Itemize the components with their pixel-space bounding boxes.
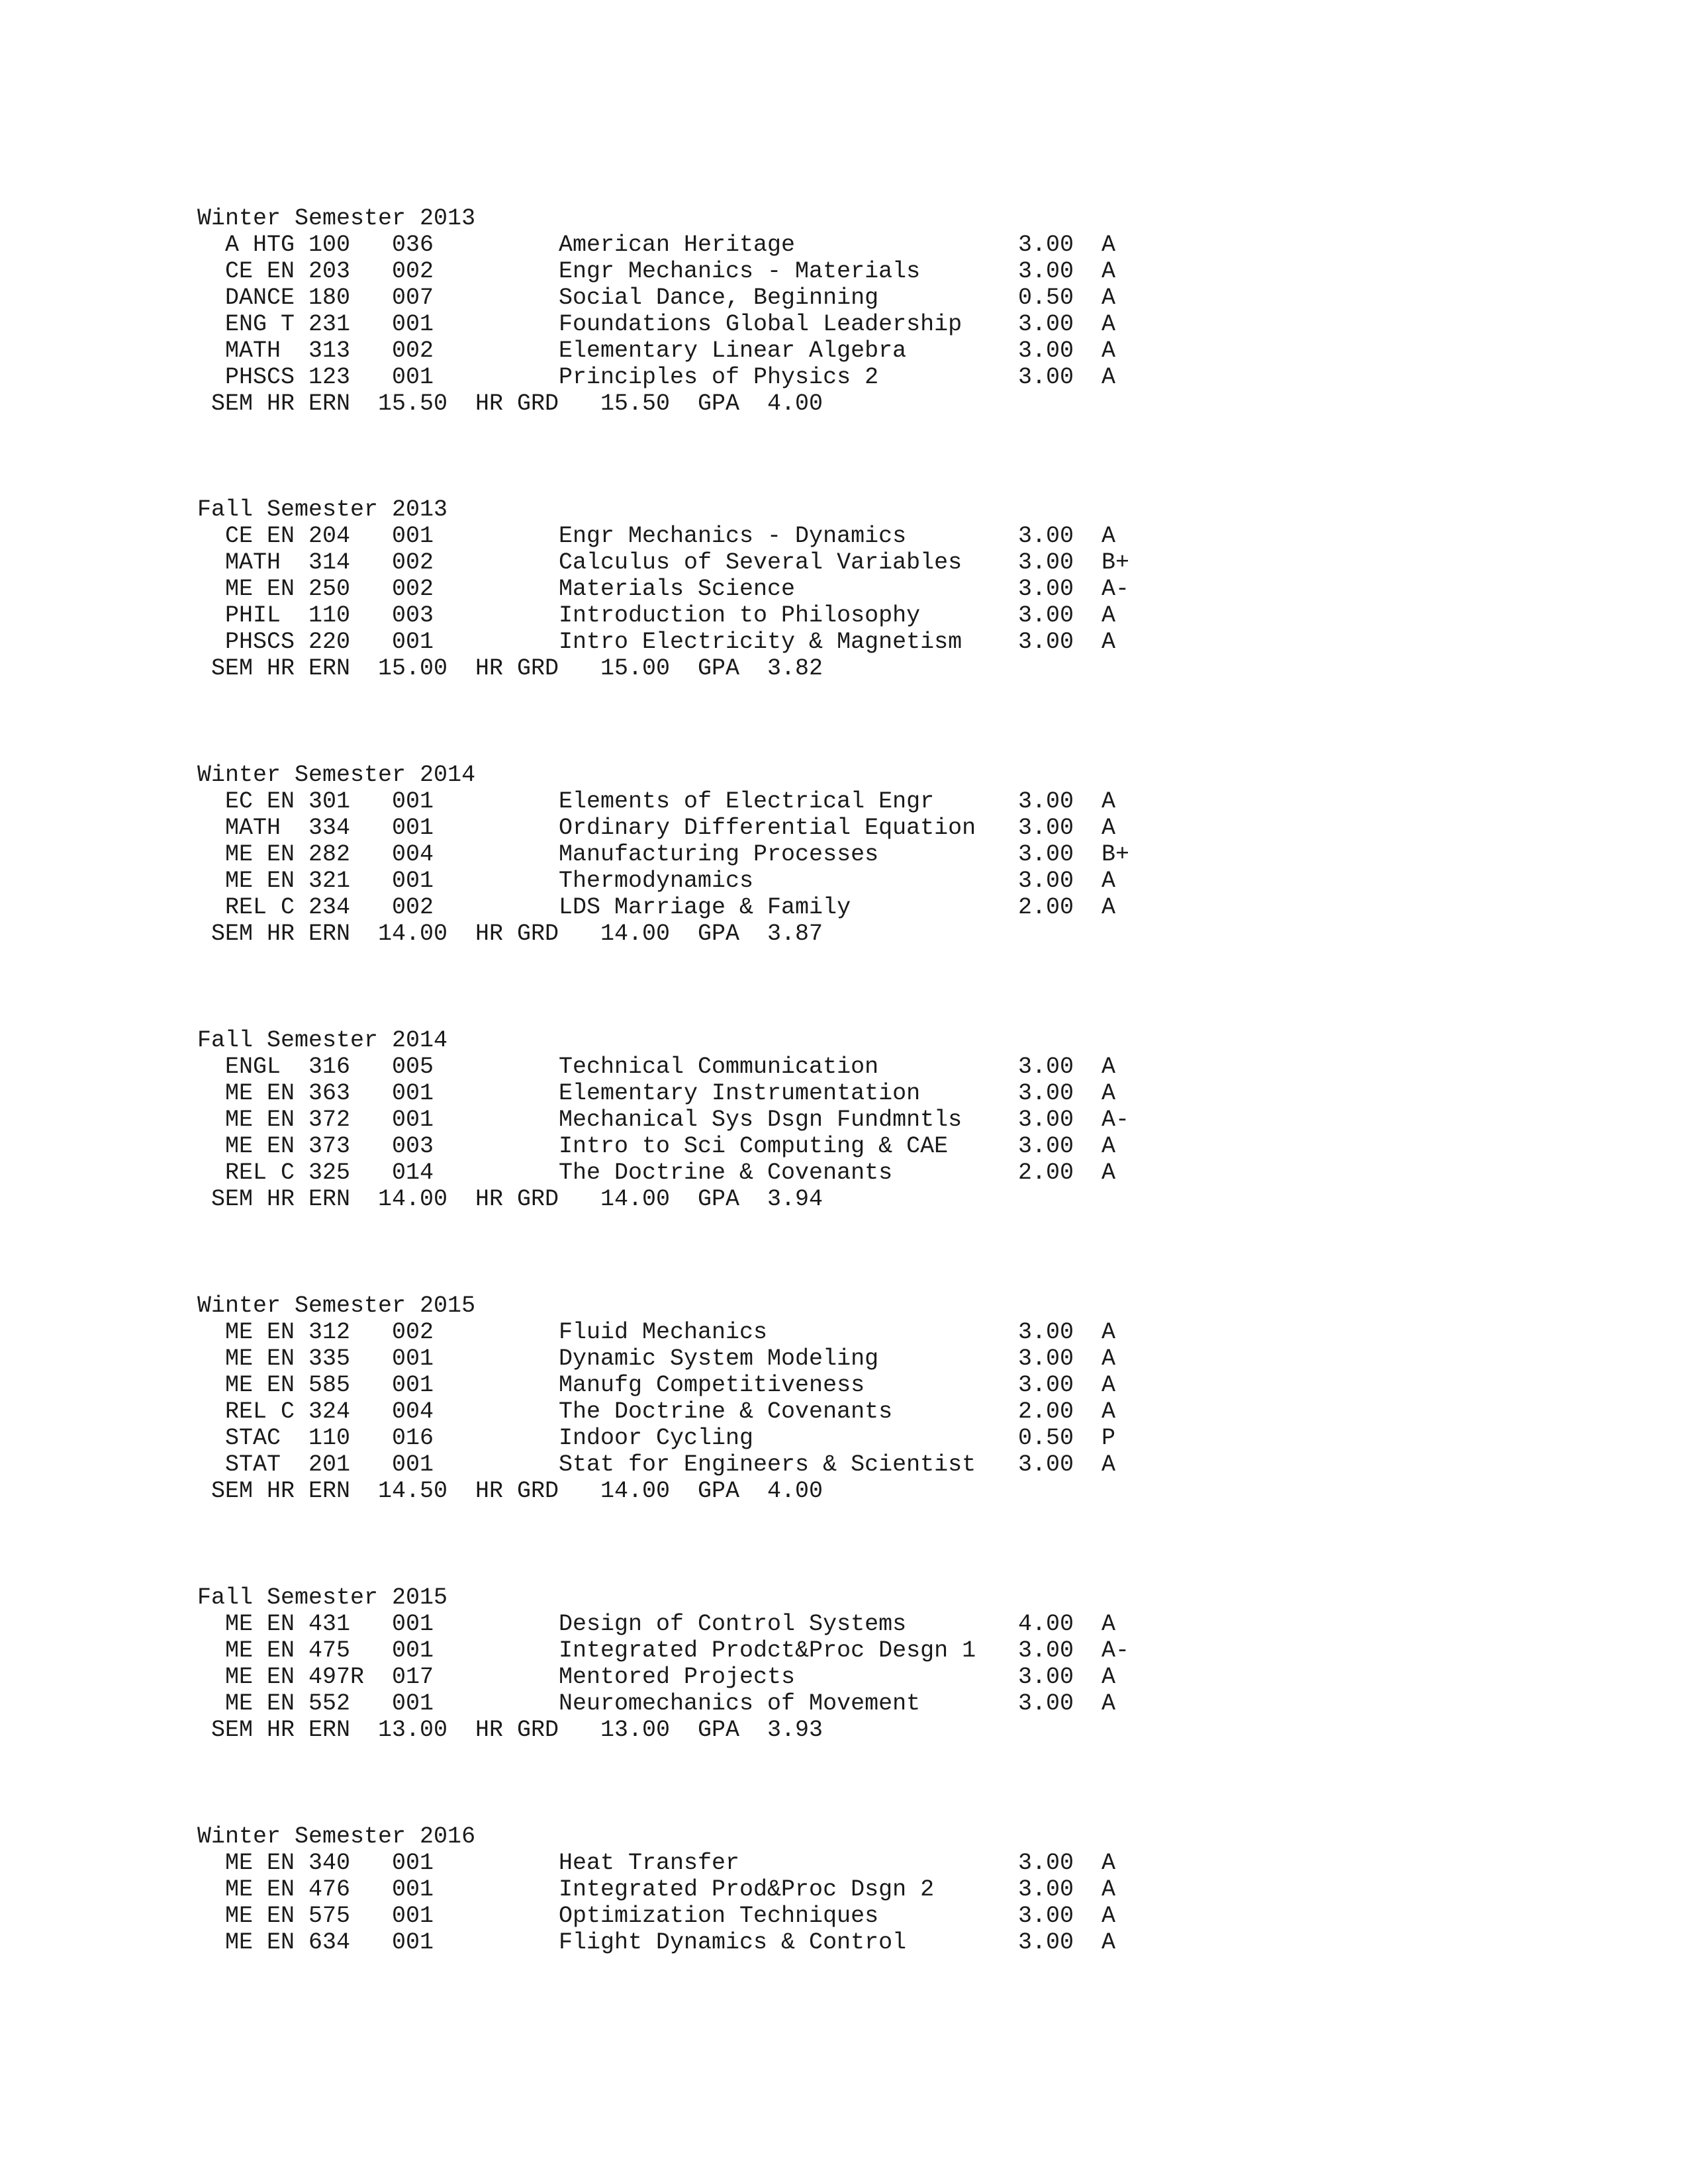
course-hours: 0.50 xyxy=(1018,1425,1074,1451)
course-section: 001 xyxy=(392,523,434,549)
course-hours: 2.00 xyxy=(1018,1398,1074,1425)
hours-graded-value: 15.00 xyxy=(600,655,671,682)
course-grade: A- xyxy=(1102,1107,1130,1133)
course-title: LDS Marriage & Family xyxy=(559,894,851,921)
course-hours: 3.00 xyxy=(1018,868,1074,894)
hours-earned-label: SEM HR ERN xyxy=(211,390,351,417)
hours-graded-value: 13.00 xyxy=(600,1717,671,1743)
gpa-label: GPA xyxy=(698,655,740,682)
course-code: CE EN 203 xyxy=(225,258,351,285)
course-title: Elementary Linear Algebra xyxy=(559,338,907,364)
course-title: Integrated Prodct&Proc Desgn 1 xyxy=(559,1637,976,1664)
course-grade: A xyxy=(1102,1080,1116,1107)
course-title: Elementary Instrumentation xyxy=(559,1080,921,1107)
course-title: Thermodynamics xyxy=(559,868,754,894)
gpa-value: 3.87 xyxy=(767,921,823,947)
course-hours: 3.00 xyxy=(1018,1637,1074,1664)
hours-earned-label: SEM HR ERN xyxy=(211,1186,351,1212)
course-title: Manufg Competitiveness xyxy=(559,1372,865,1398)
hours-earned-value: 15.00 xyxy=(378,655,448,682)
course-grade: P xyxy=(1102,1425,1116,1451)
course-grade: A xyxy=(1102,1850,1116,1876)
semester-title: Winter Semester 2016 xyxy=(197,1823,476,1850)
course-title: Integrated Prod&Proc Dsgn 2 xyxy=(559,1876,935,1903)
course-section: 002 xyxy=(392,549,434,576)
course-title: Design of Control Systems xyxy=(559,1611,907,1637)
hours-earned-value: 14.00 xyxy=(378,1186,448,1212)
course-title: Engr Mechanics - Dynamics xyxy=(559,523,907,549)
course-section: 001 xyxy=(392,1637,434,1664)
course-grade: A- xyxy=(1102,1637,1130,1664)
hours-graded-label: HR GRD xyxy=(475,1186,559,1212)
hours-graded-label: HR GRD xyxy=(475,655,559,682)
course-title: The Doctrine & Covenants xyxy=(559,1398,893,1425)
course-code: REL C 234 xyxy=(225,894,351,921)
course-title: Manufacturing Processes xyxy=(559,841,879,868)
semester-title: Winter Semester 2013 xyxy=(197,205,476,232)
course-section: 001 xyxy=(392,364,434,390)
course-code: DANCE 180 xyxy=(225,285,351,311)
course-grade: A xyxy=(1102,1451,1116,1478)
course-title: Optimization Techniques xyxy=(559,1903,879,1929)
course-hours: 3.00 xyxy=(1018,364,1074,390)
course-code: ME EN 475 xyxy=(225,1637,351,1664)
course-section: 001 xyxy=(392,311,434,338)
course-code: MATH 314 xyxy=(225,549,351,576)
course-title: Dynamic System Modeling xyxy=(559,1345,879,1372)
course-code: ME EN 312 xyxy=(225,1319,351,1345)
course-section: 001 xyxy=(392,1107,434,1133)
course-code: ME EN 497R xyxy=(225,1664,365,1690)
course-title: Intro Electricity & Magnetism xyxy=(559,629,962,655)
course-grade: A xyxy=(1102,232,1116,258)
course-title: Indoor Cycling xyxy=(559,1425,754,1451)
course-section: 002 xyxy=(392,576,434,602)
hours-earned-label: SEM HR ERN xyxy=(211,655,351,682)
course-hours: 3.00 xyxy=(1018,1903,1074,1929)
course-title: Heat Transfer xyxy=(559,1850,740,1876)
course-title: Engr Mechanics - Materials xyxy=(559,258,921,285)
course-grade: A xyxy=(1102,1319,1116,1345)
course-hours: 3.00 xyxy=(1018,602,1074,629)
course-section: 001 xyxy=(392,1903,434,1929)
semester-title: Winter Semester 2014 xyxy=(197,762,476,788)
course-code: ME EN 575 xyxy=(225,1903,351,1929)
course-section: 001 xyxy=(392,1876,434,1903)
hours-graded-value: 14.00 xyxy=(600,1186,671,1212)
course-hours: 3.00 xyxy=(1018,549,1074,576)
course-hours: 3.00 xyxy=(1018,1372,1074,1398)
course-section: 004 xyxy=(392,1398,434,1425)
course-section: 005 xyxy=(392,1054,434,1080)
gpa-label: GPA xyxy=(698,1717,740,1743)
course-grade: A xyxy=(1102,1690,1116,1717)
course-title: Calculus of Several Variables xyxy=(559,549,962,576)
course-section: 001 xyxy=(392,1345,434,1372)
course-title: Neuromechanics of Movement xyxy=(559,1690,921,1717)
course-grade: A xyxy=(1102,1054,1116,1080)
course-title: Principles of Physics 2 xyxy=(559,364,879,390)
course-title: Fluid Mechanics xyxy=(559,1319,768,1345)
course-grade: A xyxy=(1102,364,1116,390)
course-section: 003 xyxy=(392,602,434,629)
course-grade: A xyxy=(1102,868,1116,894)
course-grade: A xyxy=(1102,788,1116,815)
hours-graded-value: 14.00 xyxy=(600,921,671,947)
course-grade: A xyxy=(1102,523,1116,549)
course-section: 003 xyxy=(392,1133,434,1160)
course-grade: A xyxy=(1102,629,1116,655)
gpa-value: 3.94 xyxy=(767,1186,823,1212)
hours-graded-label: HR GRD xyxy=(475,921,559,947)
course-hours: 3.00 xyxy=(1018,629,1074,655)
course-title: Introduction to Philosophy xyxy=(559,602,921,629)
course-code: A HTG 100 xyxy=(225,232,351,258)
course-code: REL C 324 xyxy=(225,1398,351,1425)
hours-graded-value: 14.00 xyxy=(600,1478,671,1504)
course-code: ENGL 316 xyxy=(225,1054,351,1080)
hours-graded-label: HR GRD xyxy=(475,390,559,417)
course-title: Mentored Projects xyxy=(559,1664,796,1690)
hours-earned-value: 14.00 xyxy=(378,921,448,947)
course-code: ME EN 373 xyxy=(225,1133,351,1160)
course-section: 016 xyxy=(392,1425,434,1451)
course-hours: 3.00 xyxy=(1018,1080,1074,1107)
semester-title: Fall Semester 2013 xyxy=(197,496,448,523)
course-hours: 3.00 xyxy=(1018,523,1074,549)
course-hours: 3.00 xyxy=(1018,1850,1074,1876)
course-code: ME EN 363 xyxy=(225,1080,351,1107)
course-grade: A xyxy=(1102,1929,1116,1956)
course-grade: A xyxy=(1102,1345,1116,1372)
course-code: PHSCS 220 xyxy=(225,629,351,655)
course-title: Ordinary Differential Equation xyxy=(559,815,976,841)
course-section: 004 xyxy=(392,841,434,868)
course-grade: A- xyxy=(1102,576,1130,602)
course-code: ME EN 552 xyxy=(225,1690,351,1717)
course-code: ME EN 321 xyxy=(225,868,351,894)
gpa-label: GPA xyxy=(698,921,740,947)
course-grade: A xyxy=(1102,1903,1116,1929)
course-section: 001 xyxy=(392,1929,434,1956)
course-grade: A xyxy=(1102,1133,1116,1160)
course-section: 001 xyxy=(392,1850,434,1876)
gpa-value: 4.00 xyxy=(767,1478,823,1504)
course-grade: B+ xyxy=(1102,549,1130,576)
course-grade: A xyxy=(1102,1611,1116,1637)
course-hours: 3.00 xyxy=(1018,1345,1074,1372)
hours-graded-value: 15.50 xyxy=(600,390,671,417)
course-hours: 2.00 xyxy=(1018,894,1074,921)
course-code: ENG T 231 xyxy=(225,311,351,338)
hours-graded-label: HR GRD xyxy=(475,1717,559,1743)
hours-earned-label: SEM HR ERN xyxy=(211,921,351,947)
course-hours: 3.00 xyxy=(1018,1876,1074,1903)
course-section: 002 xyxy=(392,1319,434,1345)
gpa-label: GPA xyxy=(698,390,740,417)
course-section: 001 xyxy=(392,1080,434,1107)
gpa-value: 3.82 xyxy=(767,655,823,682)
course-hours: 3.00 xyxy=(1018,1107,1074,1133)
course-section: 002 xyxy=(392,338,434,364)
course-section: 001 xyxy=(392,815,434,841)
hours-graded-label: HR GRD xyxy=(475,1478,559,1504)
course-section: 002 xyxy=(392,258,434,285)
course-code: MATH 334 xyxy=(225,815,351,841)
course-hours: 3.00 xyxy=(1018,311,1074,338)
semester-title: Fall Semester 2014 xyxy=(197,1027,448,1054)
course-hours: 3.00 xyxy=(1018,232,1074,258)
course-title: Social Dance, Beginning xyxy=(559,285,879,311)
course-grade: A xyxy=(1102,894,1116,921)
course-hours: 3.00 xyxy=(1018,576,1074,602)
semester-title: Fall Semester 2015 xyxy=(197,1584,448,1611)
gpa-label: GPA xyxy=(698,1186,740,1212)
course-hours: 3.00 xyxy=(1018,338,1074,364)
course-grade: A xyxy=(1102,311,1116,338)
course-grade: A xyxy=(1102,1372,1116,1398)
course-section: 001 xyxy=(392,1690,434,1717)
course-section: 001 xyxy=(392,1451,434,1478)
course-title: Intro to Sci Computing & CAE xyxy=(559,1133,949,1160)
course-title: Elements of Electrical Engr xyxy=(559,788,935,815)
course-section: 001 xyxy=(392,1611,434,1637)
course-hours: 3.00 xyxy=(1018,1054,1074,1080)
course-code: PHSCS 123 xyxy=(225,364,351,390)
hours-earned-value: 14.50 xyxy=(378,1478,448,1504)
course-hours: 3.00 xyxy=(1018,1690,1074,1717)
course-title: Flight Dynamics & Control xyxy=(559,1929,907,1956)
course-code: ME EN 282 xyxy=(225,841,351,868)
course-hours: 3.00 xyxy=(1018,1929,1074,1956)
course-grade: A xyxy=(1102,1398,1116,1425)
course-hours: 3.00 xyxy=(1018,1319,1074,1345)
course-grade: A xyxy=(1102,1664,1116,1690)
course-section: 001 xyxy=(392,629,434,655)
course-grade: B+ xyxy=(1102,841,1130,868)
course-title: The Doctrine & Covenants xyxy=(559,1160,893,1186)
course-section: 007 xyxy=(392,285,434,311)
course-hours: 3.00 xyxy=(1018,1664,1074,1690)
course-code: ME EN 372 xyxy=(225,1107,351,1133)
course-code: ME EN 340 xyxy=(225,1850,351,1876)
course-hours: 3.00 xyxy=(1018,815,1074,841)
course-code: STAC 110 xyxy=(225,1425,351,1451)
course-code: MATH 313 xyxy=(225,338,351,364)
gpa-label: GPA xyxy=(698,1478,740,1504)
semester-title: Winter Semester 2015 xyxy=(197,1293,476,1319)
course-section: 017 xyxy=(392,1664,434,1690)
course-section: 014 xyxy=(392,1160,434,1186)
hours-earned-label: SEM HR ERN xyxy=(211,1478,351,1504)
course-hours: 2.00 xyxy=(1018,1160,1074,1186)
course-hours: 0.50 xyxy=(1018,285,1074,311)
course-section: 001 xyxy=(392,788,434,815)
course-code: ME EN 476 xyxy=(225,1876,351,1903)
course-grade: A xyxy=(1102,602,1116,629)
course-grade: A xyxy=(1102,285,1116,311)
course-grade: A xyxy=(1102,815,1116,841)
course-hours: 3.00 xyxy=(1018,788,1074,815)
course-code: ME EN 634 xyxy=(225,1929,351,1956)
course-hours: 3.00 xyxy=(1018,258,1074,285)
course-code: EC EN 301 xyxy=(225,788,351,815)
course-title: Mechanical Sys Dsgn Fundmntls xyxy=(559,1107,962,1133)
course-section: 001 xyxy=(392,1372,434,1398)
course-hours: 3.00 xyxy=(1018,841,1074,868)
course-code: ME EN 250 xyxy=(225,576,351,602)
course-code: ME EN 431 xyxy=(225,1611,351,1637)
course-section: 036 xyxy=(392,232,434,258)
gpa-value: 3.93 xyxy=(767,1717,823,1743)
course-hours: 3.00 xyxy=(1018,1451,1074,1478)
hours-earned-value: 15.50 xyxy=(378,390,448,417)
course-code: ME EN 585 xyxy=(225,1372,351,1398)
course-title: Stat for Engineers & Scientist xyxy=(559,1451,976,1478)
course-title: Technical Communication xyxy=(559,1054,879,1080)
course-hours: 4.00 xyxy=(1018,1611,1074,1637)
course-code: REL C 325 xyxy=(225,1160,351,1186)
course-code: ME EN 335 xyxy=(225,1345,351,1372)
course-title: Materials Science xyxy=(559,576,796,602)
course-title: American Heritage xyxy=(559,232,796,258)
hours-earned-label: SEM HR ERN xyxy=(211,1717,351,1743)
hours-earned-value: 13.00 xyxy=(378,1717,448,1743)
course-grade: A xyxy=(1102,1160,1116,1186)
course-grade: A xyxy=(1102,338,1116,364)
gpa-value: 4.00 xyxy=(767,390,823,417)
course-code: STAT 201 xyxy=(225,1451,351,1478)
course-section: 002 xyxy=(392,894,434,921)
course-grade: A xyxy=(1102,1876,1116,1903)
course-grade: A xyxy=(1102,258,1116,285)
course-section: 001 xyxy=(392,868,434,894)
course-hours: 3.00 xyxy=(1018,1133,1074,1160)
course-code: CE EN 204 xyxy=(225,523,351,549)
course-code: PHIL 110 xyxy=(225,602,351,629)
course-title: Foundations Global Leadership xyxy=(559,311,962,338)
